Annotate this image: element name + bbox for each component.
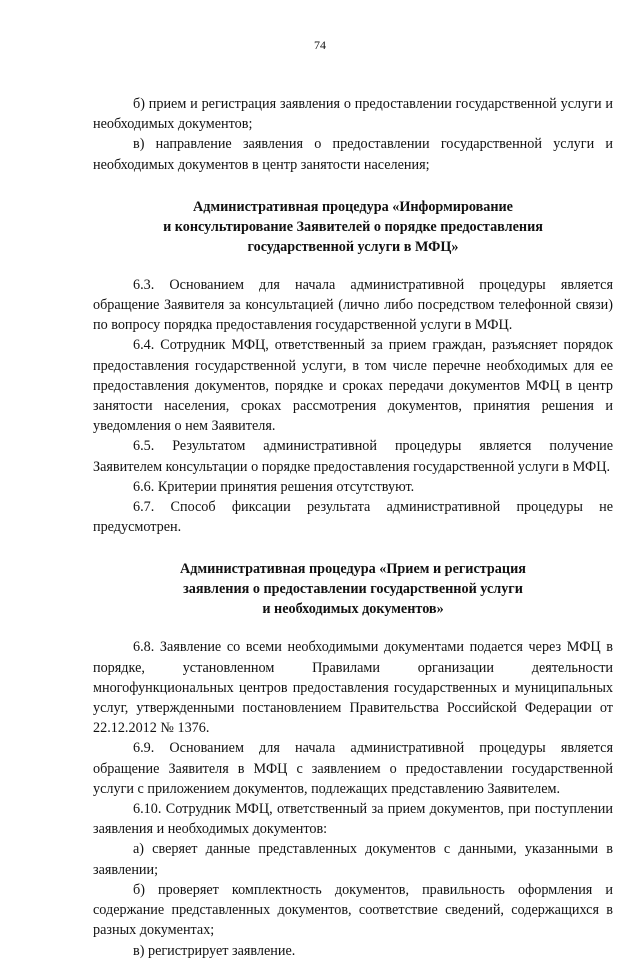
document-body	[93, 94, 613, 961]
paragraph-6-8: 6.8. Заявление со всеми необходимыми документами подается через МФЦ в порядке, установленном Правилами организации деятельности многофункциональных центров предоставления государственных и муниципальных услуг, утвержденными постановлением Правительства Российской Федерации от 22.12.2012 № 1376.	[93, 639, 613, 737]
heading-line: и консультирование Заявителей о порядке предоставления	[163, 218, 543, 235]
heading-line: Административная процедура «Информирование	[193, 198, 513, 215]
paragraph-6-9: 6.9. Основанием для начала административной процедуры является обращение Заявителя в МФЦ с заявлением о предоставлении государственной услуги с приложением документов, подлежащих представлению Заявителем.	[93, 740, 613, 797]
heading-line: Административная процедура «Прием и регистрация	[180, 561, 526, 578]
paragraph-6-10-b: б) проверяет комплектность документов, правильность оформления и содержание представленных документов, соответствие сведений, содержащихся в разных документах;	[93, 881, 613, 939]
section-heading-informing	[93, 197, 613, 257]
paragraph-item-b: б) прием и регистрация заявления о предоставлении государственной услуги и необходимых документов;	[93, 96, 613, 133]
page-number: 74	[314, 38, 326, 52]
section-heading-reception	[93, 559, 613, 619]
heading-line: заявления о предоставлении государственной услуги	[183, 581, 523, 598]
paragraph-6-7: 6.7. Способ фиксации результата административной процедуры не предусмотрен.	[93, 499, 613, 536]
paragraph-6-10-v: в) регистрирует заявление.	[133, 942, 296, 959]
paragraph-6-4: 6.4. Сотрудник МФЦ, ответственный за прием граждан, разъясняет порядок предоставления государственной услуги, в том числе перечне необходимых для ее предоставления документов, порядке и сроках передачи документов МФЦ в центр занятости населения, сроках рассмотрения документов, принятия решения и уведомления о нем Заявителя.	[93, 337, 613, 435]
paragraph-6-3: 6.3. Основанием для начала административной процедуры является обращение Заявителя за консультацией (лично либо посредством телефонной связи) по вопросу порядка предоставления государственной услуги в МФЦ.	[93, 276, 613, 334]
paragraph-6-10: 6.10. Сотрудник МФЦ, ответственный за прием документов, при поступлении заявления и необходимых документов:	[93, 801, 613, 838]
heading-line: и необходимых документов»	[262, 601, 444, 618]
paragraph-item-v: в) направление заявления о предоставлении государственной услуги и необходимых документов в центр занятости населения;	[93, 136, 613, 173]
paragraph-6-5: 6.5. Результатом административной процедуры является получение Заявителем консультации о порядке предоставления государственной услуги в МФЦ.	[93, 438, 613, 475]
paragraph-6-6: 6.6. Критерии принятия решения отсутствуют.	[133, 478, 415, 495]
heading-line: государственной услуги в МФЦ»	[247, 238, 459, 255]
paragraph-6-10-a: а) сверяет данные представленных документов с данными, указанными в заявлении;	[93, 841, 613, 878]
